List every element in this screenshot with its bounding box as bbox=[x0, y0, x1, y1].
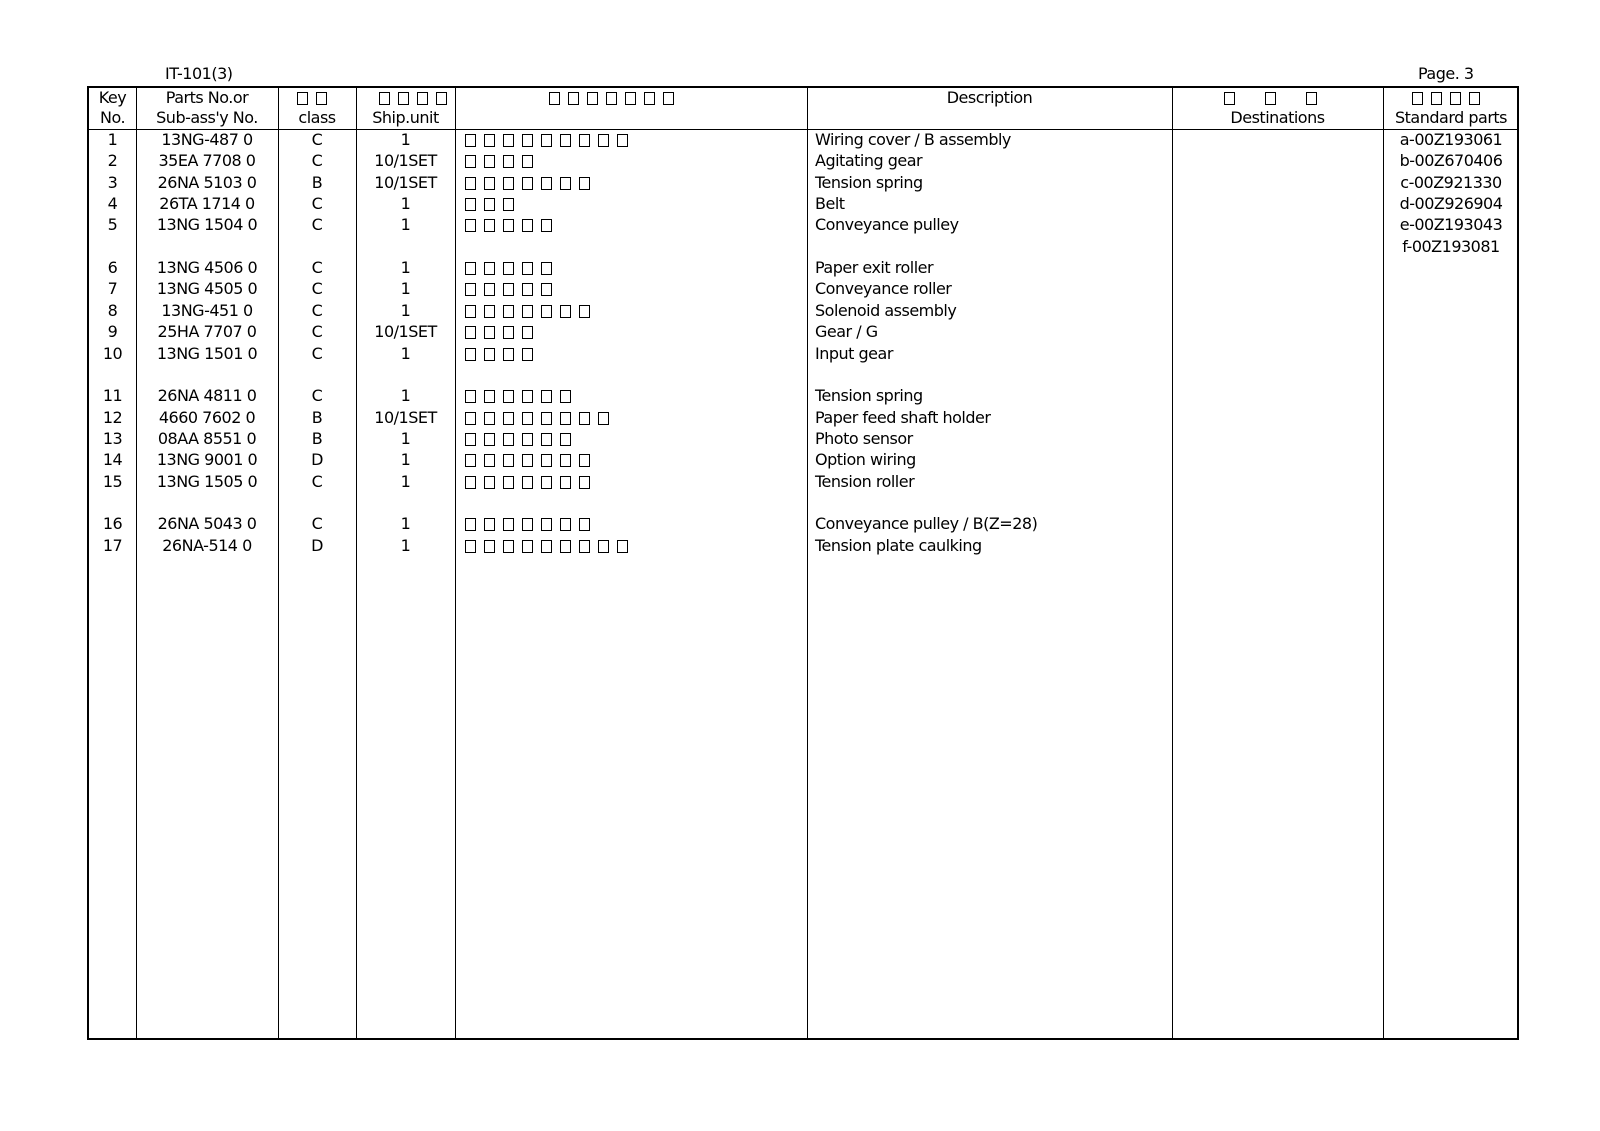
class-cell: C bbox=[311, 279, 323, 299]
ship-unit-cell: 1 bbox=[400, 386, 411, 406]
key-number-cell: 2 bbox=[107, 151, 118, 171]
class-cell: C bbox=[311, 194, 323, 214]
header-standard-parts: Standard parts bbox=[1394, 108, 1508, 127]
description-cell: Option wiring bbox=[815, 450, 916, 470]
ship-unit-cell: 1 bbox=[400, 428, 411, 448]
header-sub-ass-no: Sub-ass'y No. bbox=[156, 108, 258, 127]
part-number-cell: 08AA 8551 0 bbox=[157, 428, 257, 448]
key-number-cell: 11 bbox=[102, 386, 123, 406]
table-row bbox=[89, 279, 1517, 300]
header-destinations: Destinations bbox=[1230, 108, 1325, 127]
part-number-cell: 13NG 1504 0 bbox=[156, 215, 258, 235]
class-cell: C bbox=[311, 215, 323, 235]
standard-part-cell: b-00Z670406 bbox=[1399, 151, 1503, 171]
document-code: IT-101(3) bbox=[165, 64, 233, 83]
description-cell: Paper exit roller bbox=[815, 258, 934, 278]
class-cell: B bbox=[311, 407, 323, 427]
header-no: No. bbox=[99, 108, 126, 127]
japanese-name-placeholder bbox=[465, 219, 560, 232]
part-number-cell: 26NA 5103 0 bbox=[157, 172, 257, 192]
key-number-cell: 17 bbox=[102, 535, 123, 555]
description-cell: Tension spring bbox=[815, 172, 923, 192]
class-cell: C bbox=[311, 471, 323, 491]
part-number-cell: 13NG 1505 0 bbox=[156, 471, 258, 491]
table-row bbox=[89, 215, 1517, 236]
ship-unit-cell: 1 bbox=[400, 215, 411, 235]
header-jp-placeholder bbox=[549, 92, 682, 108]
class-cell: C bbox=[311, 130, 323, 149]
part-number-cell: 26NA 4811 0 bbox=[157, 386, 257, 406]
standard-part-cell: e-00Z193043 bbox=[1399, 215, 1503, 235]
standard-part-cell: c-00Z921330 bbox=[1400, 172, 1502, 192]
table-row bbox=[89, 450, 1517, 471]
table-row bbox=[89, 173, 1517, 194]
japanese-name-placeholder bbox=[465, 283, 560, 296]
description-cell: Agitating gear bbox=[815, 151, 923, 171]
class-cell: C bbox=[311, 258, 323, 278]
japanese-name-placeholder bbox=[465, 433, 579, 446]
class-cell: C bbox=[311, 386, 323, 406]
japanese-name-placeholder bbox=[465, 155, 541, 168]
part-number-cell: 26NA 5043 0 bbox=[157, 514, 257, 534]
description-cell: Input gear bbox=[815, 343, 893, 363]
class-cell: C bbox=[311, 322, 323, 342]
japanese-name-placeholder bbox=[465, 390, 579, 403]
japanese-name-placeholder bbox=[465, 198, 522, 211]
part-number-cell: 13NG 9001 0 bbox=[156, 450, 258, 470]
standard-part-cell: d-00Z926904 bbox=[1399, 194, 1503, 214]
description-cell: Conveyance roller bbox=[815, 279, 952, 299]
key-number-cell: 9 bbox=[107, 322, 118, 342]
description-cell: Tension spring bbox=[815, 386, 923, 406]
standard-part-cell: f-00Z193081 bbox=[1402, 236, 1500, 256]
ship-unit-cell: 10/1SET bbox=[374, 322, 437, 342]
class-cell: D bbox=[311, 535, 323, 555]
key-number-cell: 3 bbox=[107, 172, 118, 192]
japanese-name-placeholder bbox=[465, 412, 617, 425]
standard-part-cell: a-00Z193061 bbox=[1399, 130, 1503, 149]
table-row bbox=[89, 493, 1517, 514]
header-ship-unit: Ship.unit bbox=[372, 108, 439, 127]
ship-unit-cell: 1 bbox=[400, 514, 411, 534]
header-parts-no: Parts No.or bbox=[165, 88, 249, 107]
japanese-name-placeholder bbox=[465, 305, 598, 318]
ship-unit-cell: 1 bbox=[400, 258, 411, 278]
japanese-name-placeholder bbox=[465, 476, 598, 489]
key-number-cell: 6 bbox=[107, 258, 118, 278]
ship-unit-cell: 1 bbox=[400, 343, 411, 363]
ship-unit-cell: 1 bbox=[400, 471, 411, 491]
description-cell: Tension plate caulking bbox=[815, 535, 982, 555]
header-jp-placeholder bbox=[379, 92, 455, 108]
table-row bbox=[89, 429, 1517, 450]
table-row bbox=[89, 365, 1517, 386]
part-number-cell: 13NG-451 0 bbox=[161, 300, 253, 320]
ship-unit-cell: 1 bbox=[400, 535, 411, 555]
key-number-cell: 16 bbox=[102, 514, 123, 534]
table-row bbox=[89, 472, 1517, 493]
part-number-cell: 25HA 7707 0 bbox=[157, 322, 257, 342]
key-number-cell: 1 bbox=[107, 130, 118, 149]
japanese-name-placeholder bbox=[465, 326, 541, 339]
key-number-cell: 10 bbox=[102, 343, 123, 363]
table-row bbox=[89, 301, 1517, 322]
header-jp-placeholder bbox=[1412, 92, 1488, 108]
japanese-name-placeholder bbox=[465, 454, 598, 467]
parts-table bbox=[87, 86, 1519, 1040]
ship-unit-cell: 1 bbox=[400, 194, 411, 214]
header-key: Key bbox=[98, 88, 127, 107]
table-row bbox=[89, 237, 1517, 258]
part-number-cell: 13NG 4505 0 bbox=[156, 279, 258, 299]
ship-unit-cell: 10/1SET bbox=[374, 151, 437, 171]
header-jp-placeholder bbox=[297, 92, 335, 108]
header-class: class bbox=[298, 108, 336, 127]
description-cell: Conveyance pulley / B(Z=28) bbox=[815, 514, 1038, 534]
key-number-cell: 15 bbox=[102, 471, 123, 491]
key-number-cell: 12 bbox=[102, 407, 123, 427]
table-row bbox=[89, 130, 1517, 151]
table-row bbox=[89, 344, 1517, 365]
class-cell: C bbox=[311, 343, 323, 363]
ship-unit-cell: 10/1SET bbox=[374, 407, 437, 427]
description-cell: Wiring cover / B assembly bbox=[815, 130, 1011, 149]
japanese-name-placeholder bbox=[465, 177, 598, 190]
description-cell: Photo sensor bbox=[815, 428, 913, 448]
japanese-name-placeholder bbox=[465, 134, 636, 147]
class-cell: C bbox=[311, 300, 323, 320]
description-cell: Tension roller bbox=[815, 471, 915, 491]
key-number-cell: 8 bbox=[107, 300, 118, 320]
part-number-cell: 4660 7602 0 bbox=[158, 407, 256, 427]
description-cell: Conveyance pulley bbox=[815, 215, 959, 235]
table-row bbox=[89, 408, 1517, 429]
description-cell: Paper feed shaft holder bbox=[815, 407, 991, 427]
table-row bbox=[89, 322, 1517, 343]
key-number-cell: 7 bbox=[107, 279, 118, 299]
part-number-cell: 13NG-487 0 bbox=[161, 130, 253, 149]
class-cell: C bbox=[311, 514, 323, 534]
ship-unit-cell: 1 bbox=[400, 450, 411, 470]
class-cell: C bbox=[311, 151, 323, 171]
table-row bbox=[89, 151, 1517, 172]
part-number-cell: 26NA-514 0 bbox=[162, 535, 252, 555]
key-number-cell: 5 bbox=[107, 215, 118, 235]
class-cell: D bbox=[311, 450, 323, 470]
description-cell: Gear / G bbox=[815, 322, 878, 342]
table-row bbox=[89, 536, 1517, 557]
key-number-cell: 13 bbox=[102, 428, 123, 448]
table-row bbox=[89, 386, 1517, 407]
part-number-cell: 13NG 4506 0 bbox=[156, 258, 258, 278]
class-cell: B bbox=[311, 172, 323, 192]
table-row bbox=[89, 258, 1517, 279]
table-row bbox=[89, 194, 1517, 215]
japanese-name-placeholder bbox=[465, 262, 560, 275]
key-number-cell: 4 bbox=[107, 194, 118, 214]
ship-unit-cell: 1 bbox=[400, 300, 411, 320]
japanese-name-placeholder bbox=[465, 518, 598, 531]
ship-unit-cell: 1 bbox=[400, 130, 411, 149]
key-number-cell: 14 bbox=[102, 450, 123, 470]
part-number-cell: 13NG 1501 0 bbox=[156, 343, 258, 363]
class-cell: B bbox=[311, 428, 323, 448]
header-jp-placeholder bbox=[1224, 92, 1325, 108]
ship-unit-cell: 10/1SET bbox=[374, 172, 437, 192]
japanese-name-placeholder bbox=[465, 540, 636, 553]
part-number-cell: 26TA 1714 0 bbox=[159, 194, 255, 214]
japanese-name-placeholder bbox=[465, 348, 541, 361]
part-number-cell: 35EA 7708 0 bbox=[158, 151, 256, 171]
page-number: Page. 3 bbox=[1418, 64, 1474, 83]
table-row bbox=[89, 514, 1517, 535]
header-description: Description bbox=[946, 88, 1033, 107]
description-cell: Solenoid assembly bbox=[815, 300, 957, 320]
ship-unit-cell: 1 bbox=[400, 279, 411, 299]
description-cell: Belt bbox=[815, 194, 845, 214]
